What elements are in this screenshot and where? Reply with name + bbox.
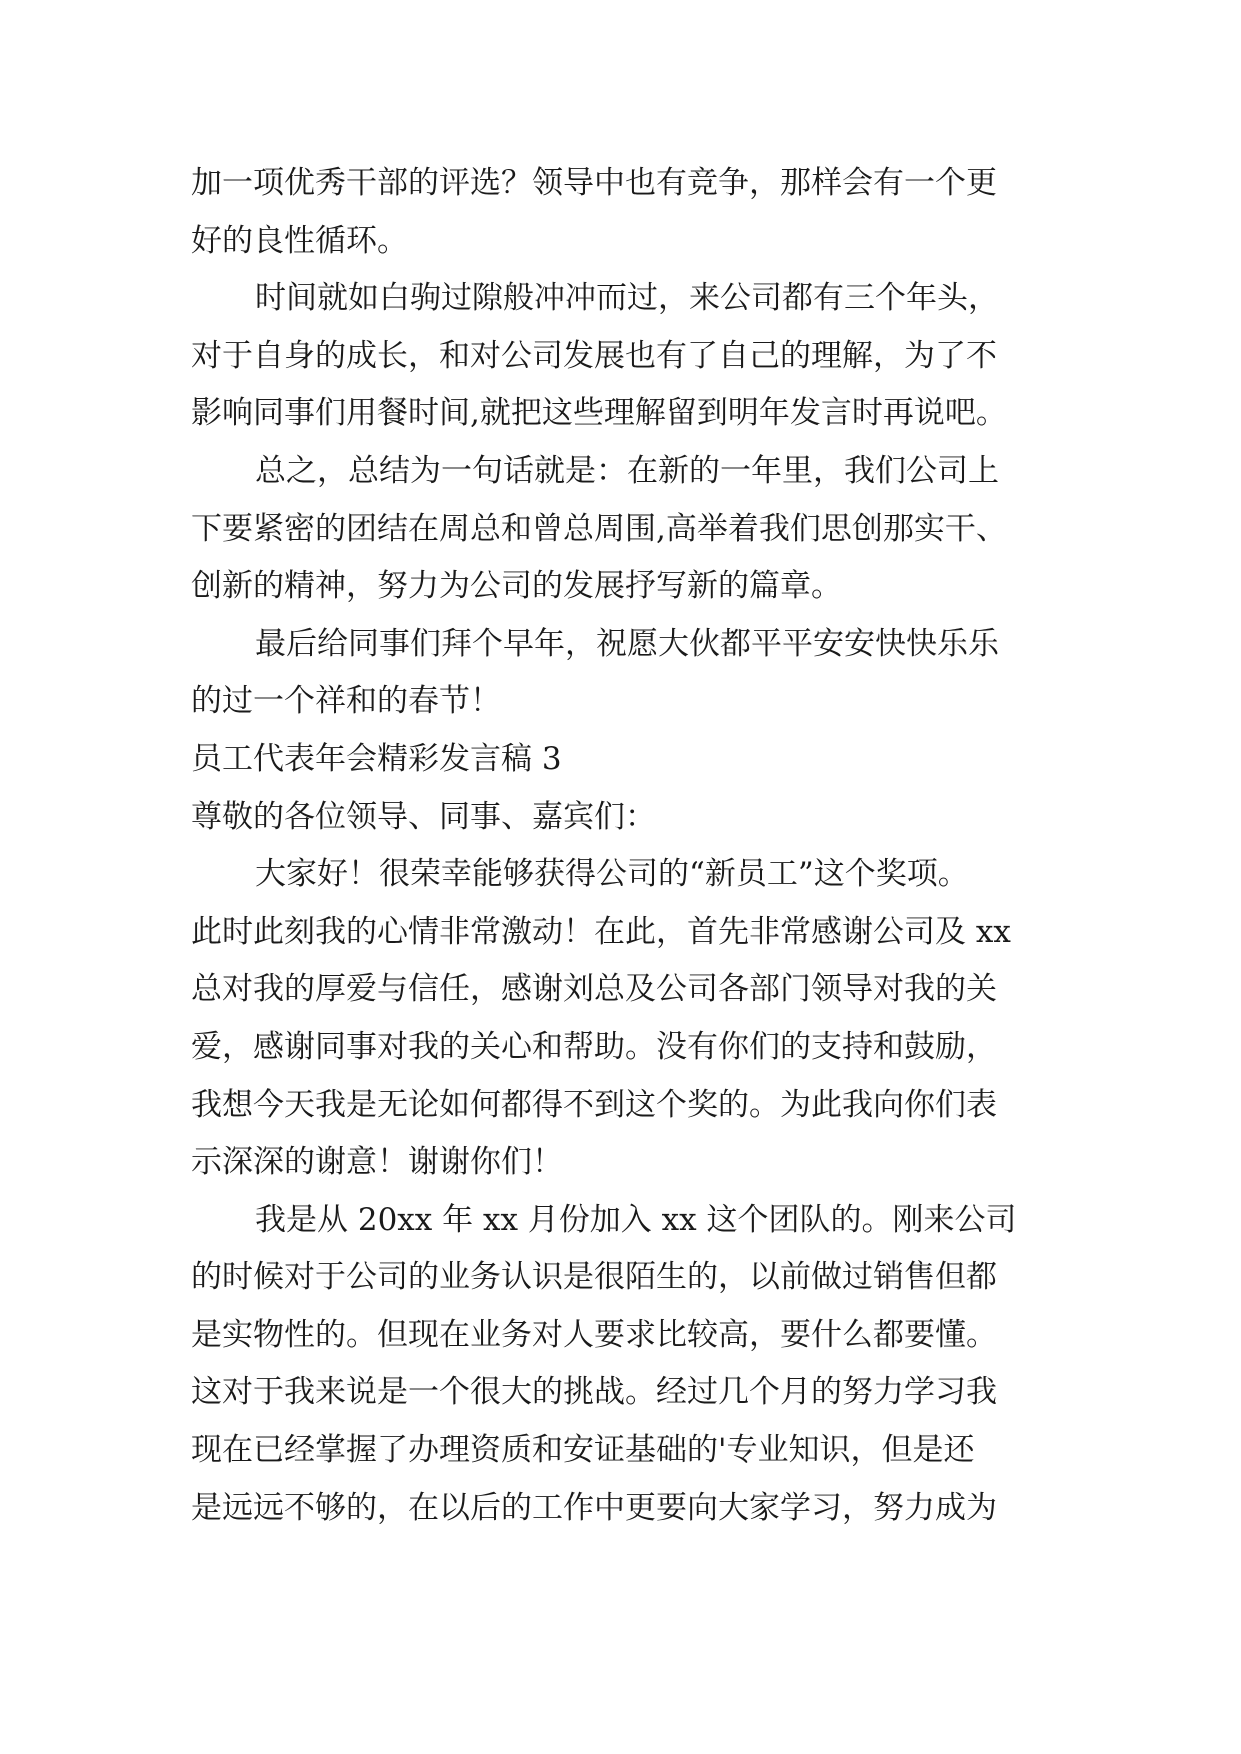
text-line: 此时此刻我的心情非常激动！在此，首先非常感谢公司及 xx bbox=[191, 913, 1011, 950]
text-line: 影响同事们用餐时间,就把这些理解留到明年发言时再说吧。 bbox=[191, 395, 1007, 432]
salutation: 尊敬的各位领导、同事、嘉宾们： bbox=[191, 798, 656, 835]
text-line: 加一项优秀干部的评选？领导中也有竞争，那样会有一个更 bbox=[191, 165, 997, 201]
text-line: 现在已经掌握了办理资质和安证基础的'专业知识，但是还 bbox=[191, 1432, 975, 1469]
text-line: 最后给同事们拜个早年，祝愿大伙都平平安安快快乐乐 bbox=[255, 625, 999, 662]
text-line: 总对我的厚爱与信任，感谢刘总及公司各部门领导对我的关 bbox=[191, 971, 997, 1008]
text-line: 创新的精神，努力为公司的发展抒写新的篇章。 bbox=[191, 568, 842, 605]
text-line: 对于自身的成长，和对公司发展也有了自己的理解，为了不 bbox=[191, 337, 997, 374]
text-line: 示深深的谢意！谢谢你们！ bbox=[191, 1144, 563, 1181]
text-line: 我想今天我是无论如何都得不到这个奖的。为此我向你们表 bbox=[191, 1086, 997, 1123]
text-line: 时间就如白驹过隙般冲冲而过，来公司都有三个年头， bbox=[255, 280, 999, 317]
document-body bbox=[191, 155, 1071, 1537]
text-line: 大家好！很荣幸能够获得公司的“新员工”这个奖项。 bbox=[255, 856, 969, 893]
text-line: 爱，感谢同事对我的关心和帮助。没有你们的支持和鼓励， bbox=[191, 1028, 997, 1065]
text-line: 是实物性的。但现在业务对人要求比较高，要什么都要懂。 bbox=[191, 1316, 997, 1353]
text-line: 这对于我来说是一个很大的挑战。经过几个月的努力学习我 bbox=[191, 1374, 997, 1411]
text-line: 是远远不够的，在以后的工作中更要向大家学习，努力成为 bbox=[191, 1489, 997, 1526]
text-line: 好的良性循环。 bbox=[191, 222, 408, 259]
text-line: 的过一个祥和的春节！ bbox=[191, 683, 501, 720]
text-line: 的时候对于公司的业务认识是很陌生的，以前做过销售但都 bbox=[191, 1259, 997, 1296]
text-line: 总之，总结为一句话就是：在新的一年里，我们公司上 bbox=[255, 452, 999, 489]
text-line: 我是从 20xx 年 xx 月份加入 xx 这个团队的。刚来公司 bbox=[255, 1201, 1017, 1238]
text-line: 下要紧密的团结在周总和曾总周围,高举着我们思创那实干、 bbox=[191, 510, 1007, 547]
section-heading: 员工代表年会精彩发言稿 3 bbox=[191, 740, 562, 777]
